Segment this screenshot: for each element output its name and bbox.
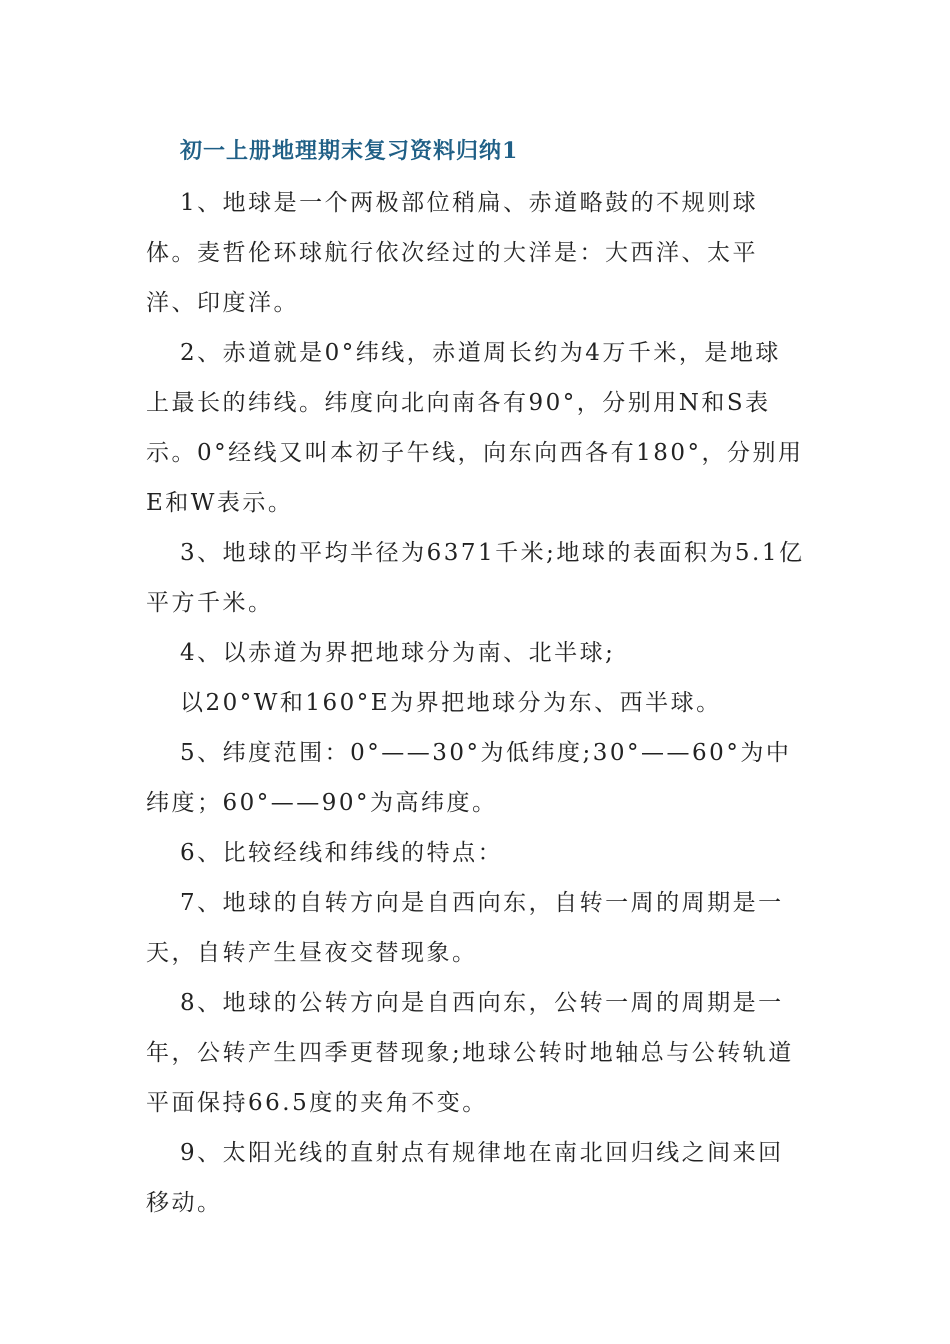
- paragraph-9: 9、太阳光线的直射点有规律地在南北回归线之间来回移动。: [146, 1140, 784, 1216]
- paragraph-3: 3、地球的平均半径为6371千米;地球的表面积为5.1亿平方千米。: [146, 540, 805, 616]
- paragraph-2: 2、赤道就是0°纬线，赤道周长约为4万千米，是地球上最长的纬线。纬度向北向南各有90°，分别用N和S表示。0°经线又叫本初子午线，向东向西各有180°，分别用E和W表示。: [146, 340, 804, 516]
- paragraph-5: 5、纬度范围：0°——30°为低纬度;30°——60°为中纬度；60°——90°为高纬度。: [146, 740, 792, 816]
- paragraph-1: 1、地球是一个两极部位稍扁、赤道略鼓的不规则球体。麦哲伦环球航行依次经过的大洋是：大西洋、太平洋、印度洋。: [146, 190, 759, 316]
- paragraph-4-continued: 以20°W和160°E为界把地球分为东、西半球。: [180, 690, 722, 716]
- paragraph-8: 8、地球的公转方向是自西向东，公转一周的周期是一年，公转产生四季更替现象;地球公转时地轴总与公转轨道平面保持66.5度的夹角不变。: [146, 990, 794, 1116]
- paragraph-7: 7、地球的自转方向是自西向东，自转一周的周期是一天，自转产生昼夜交替现象。: [146, 890, 784, 966]
- document-body: [146, 178, 806, 1228]
- paragraph-4: 4、以赤道为界把地球分为南、北半球;: [180, 640, 616, 666]
- paragraph-6: 6、比较经线和纬线的特点：: [180, 840, 504, 866]
- document-title: 初一上册地理期末复习资料归纳1: [180, 138, 519, 164]
